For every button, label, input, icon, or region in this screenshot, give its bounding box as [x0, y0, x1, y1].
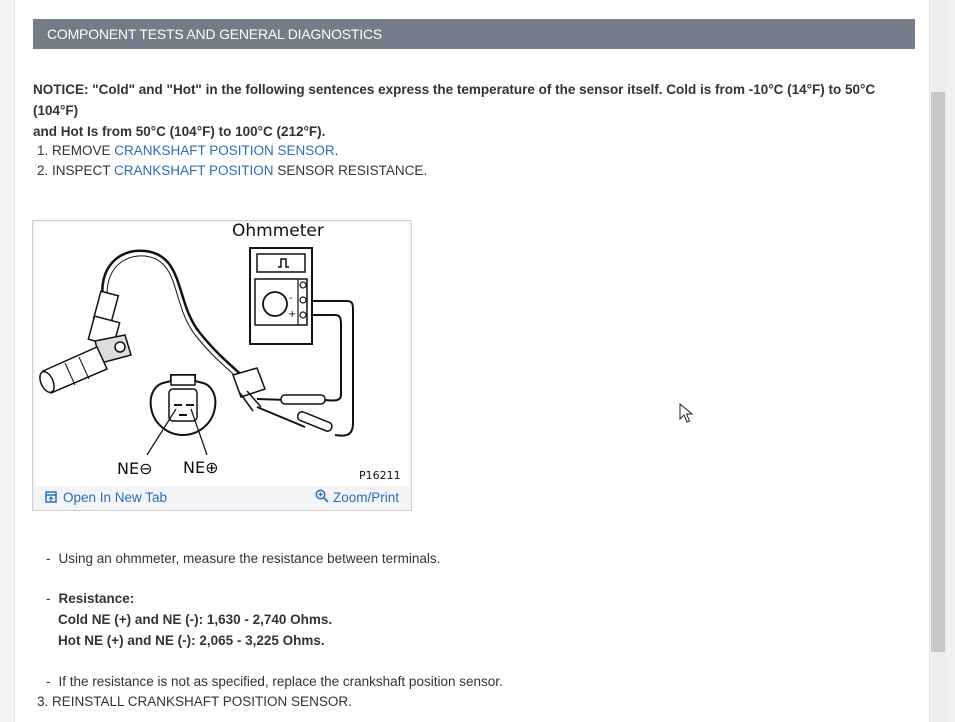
- open-new-tab-button[interactable]: [45, 488, 167, 508]
- crankshaft-position-link[interactable]: CRANKSHAFT POSITION: [114, 163, 274, 178]
- replace-bullet: [46, 672, 503, 692]
- resistance-label: Resistance:: [58, 591, 135, 606]
- svg-text:-: -: [289, 293, 293, 304]
- ohmmeter-label: Ohmmeter: [232, 221, 324, 241]
- bullet-dash: -: [46, 674, 51, 689]
- magnifier-plus-icon: [315, 489, 329, 503]
- figure-code: P16211: [359, 469, 401, 482]
- zoom-print-button[interactable]: [315, 488, 399, 508]
- step-2-suffix: SENSOR RESISTANCE.: [273, 163, 428, 178]
- crankshaft-sensor-link[interactable]: CRANKSHAFT POSITION SENSOR: [114, 143, 335, 158]
- section-header: COMPONENT TESTS AND GENERAL DIAGNOSTICS: [33, 19, 915, 49]
- step-3: [37, 692, 352, 712]
- measure-bullet: [46, 549, 440, 569]
- notice-text: [33, 79, 915, 142]
- bullet-dash: -: [46, 551, 51, 566]
- replace-text: If the resistance is not as specified, replace the crankshaft position sensor.: [58, 674, 503, 689]
- hot-resistance-spec: Hot NE (+) and NE (-): 2,065 - 3,225 Ohms.: [58, 633, 325, 648]
- diagram-figure: [32, 220, 412, 511]
- step-1: [37, 141, 338, 161]
- sensor-wiring-drawing: [35, 223, 409, 486]
- svg-text:+: +: [288, 309, 297, 320]
- figure-actions: [33, 487, 411, 510]
- step-3-text: 3. REINSTALL CRANKSHAFT POSITION SENSOR.: [37, 694, 352, 709]
- measure-text: Using an ohmmeter, measure the resistance between terminals.: [58, 551, 441, 566]
- notice-line-1: NOTICE: "Cold" and "Hot" in the following sentences express the temperature of the sensor itself. Cold is from -10°C (14°F) to 50°C (104°F): [33, 82, 876, 118]
- zoom-print-label: Zoom/Print: [333, 490, 400, 505]
- scrollbar-thumb[interactable]: [931, 92, 945, 652]
- notice-line-2: and Hot Is from 50°C (104°F) to 100°C (212°F).: [33, 124, 326, 139]
- step-2: [37, 161, 427, 181]
- step-1-suffix: .: [334, 143, 339, 158]
- resistance-bullet: [46, 589, 134, 609]
- terminal-ne-negative-label: NE⊖: [117, 459, 153, 478]
- window-left-edge: [0, 0, 15, 722]
- step-2-text: 2. INSPECT: [37, 163, 115, 178]
- ohmmeter-diagram[interactable]: [35, 223, 409, 486]
- mouse-pointer-icon: [679, 403, 693, 423]
- cold-resistance-spec: Cold NE (+) and NE (-): 1,630 - 2,740 Ohms.: [58, 612, 333, 627]
- window-right-edge: [947, 0, 955, 722]
- open-new-tab-label: Open In New Tab: [63, 490, 168, 505]
- open-new-tab-icon: [45, 491, 57, 503]
- step-1-text: 1. REMOVE: [37, 143, 115, 158]
- bullet-dash: -: [46, 591, 51, 606]
- terminal-ne-positive-label: NE⊕: [183, 458, 219, 477]
